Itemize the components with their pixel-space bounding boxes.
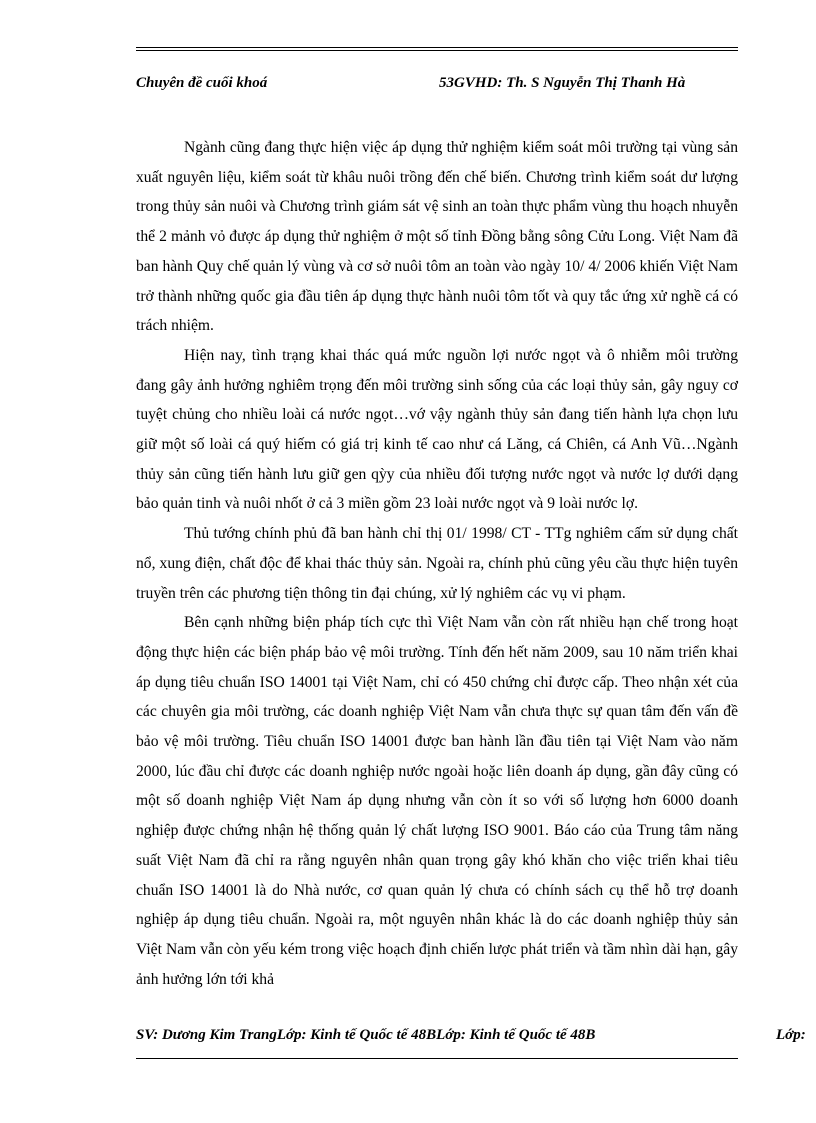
document-body — [136, 133, 738, 994]
paragraph-4: Bên cạnh những biện pháp tích cực thì Việt Nam vẫn còn rất nhiều hạn chế trong hoạt động thực hiện các biện pháp bảo vệ môi trường. Tính đến hết năm 2009, sau 10 năm triển khai áp dụng tiêu chuẩn ISO 14001 tại Việt Nam, chỉ có 450 chứng chỉ được cấp. Theo nhận xét của các chuyên gia môi trường, các doanh nghiệp Việt Nam vẫn chưa thực sự quan tâm đến vấn đề bảo vệ môi trường. Tiêu chuẩn ISO 14001 được ban hành lần đầu tiên tại Việt Nam vào năm 2000, lúc đầu chỉ được các doanh nghiệp nước ngoài hoặc liên doanh áp dụng, gần đây cũng có một số doanh nghiệp Việt Nam áp dụng nhưng vẫn còn ít so với số lượng hơn 6000 doanh nghiệp được chứng nhận hệ thống quản lý chất lượng ISO 9001. Báo cáo của Trung tâm năng suất Việt Nam đã chỉ ra rằng nguyên nhân quan trọng gây khó khăn cho việc triển khai tiêu chuẩn ISO 14001 là do Nhà nước, cơ quan quản lý chưa có chính sách cụ thể hỗ trợ doanh nghiệp áp dụng tiêu chuẩn. Ngoài ra, một nguyên nhân khác là do các doanh nghiệp thủy sản Việt Nam vẫn còn yếu kém trong việc hoạch định chiến lược phát triển và tầm nhìn dài hạn, gây ảnh hưởng lớn tới khả — [136, 614, 738, 988]
footer-student: SV: Dương Kim TrangLớp: Kinh tế Quốc tế 48BLớp: Kinh tế Quốc tế 48B — [136, 1027, 596, 1043]
footer-class: Lớp: — [776, 1027, 806, 1043]
page-header — [136, 75, 738, 97]
header-title: Chuyên đề cuối khoá — [136, 75, 268, 91]
paragraph-2: Hiện nay, tình trạng khai thác quá mức nguồn lợi nước ngọt và ô nhiễm môi trường đang gây ảnh hưởng nghiêm trọng đến môi trường sinh sống của các loại thủy sản, gây nguy cơ tuyệt chủng cho nhiều loài cá nước ngọt…vớ vậy ngành thủy sản đang tiến hành lựa chọn lưu giữ một số loài cá quý hiếm có giá trị kinh tế cao như cá Lăng, cá Chiên, cá Anh Vũ…Ngành thủy sản cũng tiến hành lưu giữ gen qỳy của nhiều đối tượng nước ngọt và nước lợ dưới dạng bảo quản tinh và nuôi nhốt ở cả 3 miền gồm 23 loài nước ngọt và 9 loài nước lợ. — [136, 346, 738, 513]
header-supervisor: 53GVHD: Th. S Nguyễn Thị Thanh Hà — [439, 75, 686, 91]
header-rule-bottom — [136, 50, 738, 51]
paragraph-3: Thủ tướng chính phủ đã ban hành chỉ thị 01/ 1998/ CT - TTg nghiêm cấm sử dụng chất nổ, xung điện, chất độc để khai thác thủy sản. Ngoài ra, chính phủ cũng yêu cầu thực hiện tuyên truyền trên các phương tiện thông tin đại chúng, xử lý nghiêm các vụ vi phạm. — [136, 525, 738, 602]
page-footer — [136, 1027, 816, 1049]
paragraph-1: Ngành cũng đang thực hiện việc áp dụng thử nghiệm kiểm soát môi trường tại vùng sản xuất nguyên liệu, kiểm soát từ khâu nuôi trồng đến chế biến. Chương trình kiểm soát dư lượng trong thủy sản nuôi và Chương trình giám sát vệ sinh an toàn thực phẩm vùng thu hoạch nhuyễn thể 2 mảnh vỏ được áp dụng thử nghiệm ở một số tỉnh Đồng bằng sông Cửu Long. Việt Nam đã ban hành Quy chế quản lý vùng và cơ sở nuôi tôm an toàn vào ngày 10/ 4/ 2006 khiến Việt Nam trở thành những quốc gia đầu tiên áp dụng thực hành nuôi tôm tốt và quy tắc ứng xử nghề cá có trách nhiệm. — [136, 139, 738, 335]
footer-rule — [136, 1058, 738, 1059]
header-rule-top — [136, 47, 738, 48]
